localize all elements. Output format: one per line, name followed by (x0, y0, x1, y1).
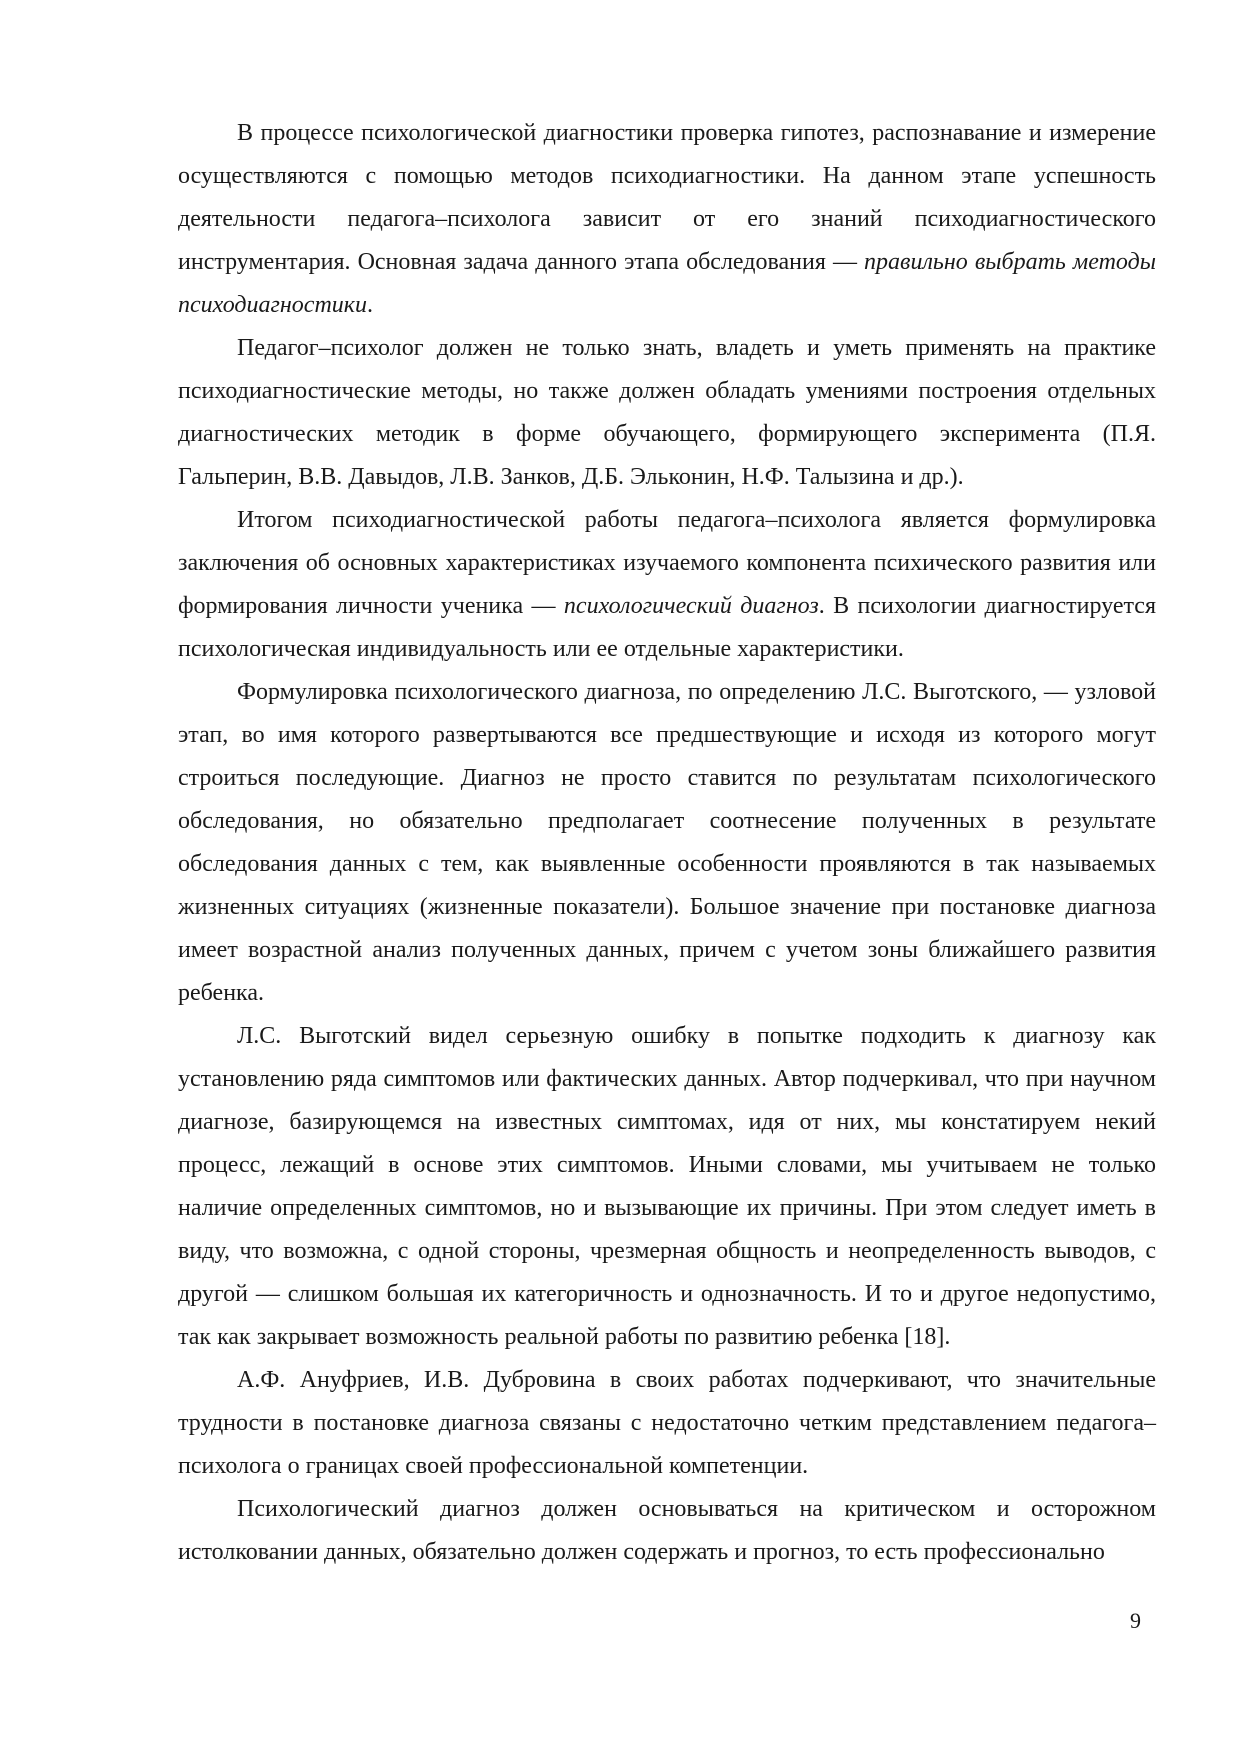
paragraph-text: Психологический диагноз должен основываться на критическом и осторожном истолковании данных, обязательно должен содержать и прогноз, то есть профессионально (178, 1496, 1156, 1565)
paragraph-anufriev-dubrovina (178, 1359, 1156, 1488)
paragraph-text: А.Ф. Ануфриев, И.В. Дубровина в своих работах подчеркивают, что значительные трудности в постановке диагноза связаны с недостаточно четким представлением педагога–психолога о границах своей профессиональной компетенции. (178, 1367, 1156, 1479)
paragraph-text-end: . В психологии диагностируется психологическая индивидуальность или ее отдельные характеристики. (178, 593, 1156, 662)
paragraph-text: В процессе психологической диагностики проверка гипотез, распознавание и измерение осуществляются с помощью методов психодиагностики. На данном этапе успешность деятельности педагога–психолога зависит от его знаний психодиагностического инструментария. Основная задача данного этапа обследования — (178, 120, 1156, 275)
emphasis-text: психологический диагноз (563, 593, 819, 619)
paragraph-text-end: . (367, 292, 374, 318)
paragraph-diagnosis-basis (178, 1488, 1156, 1574)
paragraph-vygotsky-definition (178, 671, 1156, 1015)
paragraph-text: Формулировка психологического диагноза, по определению Л.С. Выготского, — узловой этап, во имя которого развертываются все предшествующие и исходя из которого могут строиться последующие. Диагноз не просто ставится по результатам психологического обследования, но обязательно предполагает соотнесение полученных в результате обследования данных с тем, как выявленные особенности проявляются в так называемых жизненных ситуациях (жизненные показатели). Большое значение при постановке диагноза имеет возрастной анализ полученных данных, причем с учетом зоны ближайшего развития ребенка. (178, 679, 1156, 1006)
paragraph-text: Итогом психодиагностической работы педагога–психолога является формулировка заключения об основных характеристиках изучаемого компонента психического развития или формирования личности ученика — (178, 507, 1156, 619)
paragraph-diagnostics-methods (178, 112, 1156, 327)
paragraph-vygotsky-error (178, 1015, 1156, 1359)
paragraph-psychologist-skills (178, 327, 1156, 499)
paragraph-text: Л.С. Выготский видел серьезную ошибку в попытке подходить к диагнозу как установлению ряда симптомов или фактических данных. Автор подчеркивал, что при научном диагнозе, базирующемся на известных симптомах, идя от них, мы констатируем некий процесс, лежащий в основе этих симптомов. Иными словами, мы учитываем не только наличие определенных симптомов, но и вызывающие их причины. При этом следует иметь в виду, что возможна, с одной стороны, чрезмерная общность и неопределенность выводов, с другой — слишком большая их категоричность и однозначность. И то и другое недопустимо, так как закрывает возможность реальной работы по развитию ребенка [18]. (178, 1023, 1156, 1350)
emphasis-text: правильно выбрать методы психодиагностики (178, 249, 1156, 318)
paragraph-diagnosis-result (178, 499, 1156, 671)
paragraph-text: Педагог–психолог должен не только знать, владеть и уметь применять на практике психодиагностические методы, но также должен обладать умениями построения отдельных диагностических методик в форме обучающего, формирующего эксперимента (П.Я. Гальперин, В.В. Давыдов, Л.В. Занков, Д.Б. Эльконин, Н.Ф. Талызина и др.). (178, 335, 1156, 490)
page-body (178, 112, 1156, 1574)
page-number: 9 (1130, 1608, 1141, 1633)
